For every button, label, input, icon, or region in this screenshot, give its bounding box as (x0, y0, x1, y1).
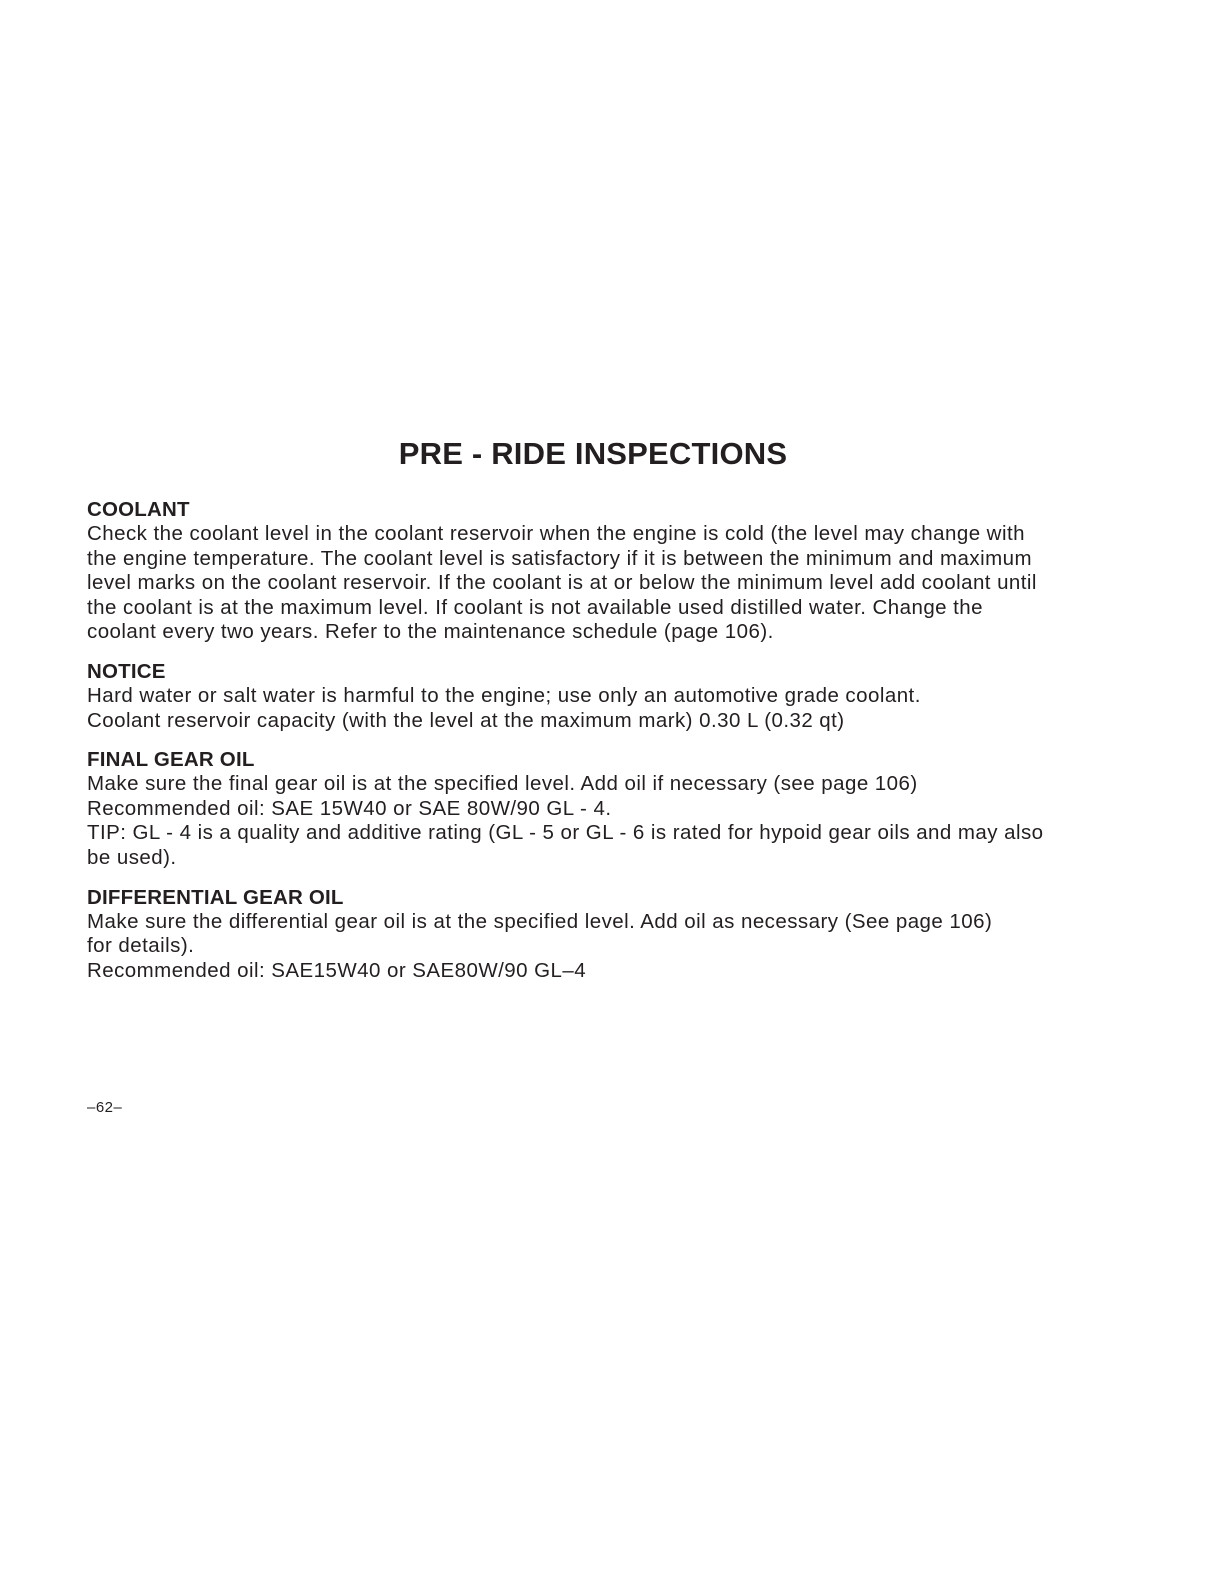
page-title: PRE - RIDE INSPECTIONS (398, 436, 788, 471)
final-gear-oil-text-line: Make sure the final gear oil is at the specified level. Add oil if necessary (see page 106) (87, 772, 918, 796)
coolant-section (87, 497, 1147, 645)
coolant-text-line: level marks on the coolant reservoir. If the coolant is at or below the minimum level add coolant until (87, 571, 1037, 595)
differential-gear-oil-heading: DIFFERENTIAL GEAR OIL (87, 885, 344, 909)
final-gear-oil-heading: FINAL GEAR OIL (87, 748, 255, 772)
differential-gear-oil-text-line: Make sure the differential gear oil is at the specified level. Add oil as necessary (See page 106) (87, 909, 993, 933)
differential-gear-oil-section (87, 885, 1147, 984)
page-number: –62– (87, 1099, 123, 1116)
final-gear-oil-text-line: TIP: GL - 4 is a quality and additive rating (GL - 5 or GL - 6 is rated for hypoid gear oils and may also (87, 821, 1044, 845)
page-content (87, 497, 1147, 997)
coolant-text-line: coolant every two years. Refer to the maintenance schedule (page 106). (87, 620, 774, 644)
notice-text-line: Coolant reservoir capacity (with the level at the maximum mark) 0.30 L (0.32 qt) (87, 708, 845, 732)
notice-section (87, 659, 1147, 733)
coolant-text-line: the engine temperature. The coolant level is satisfactory if it is between the minimum and maximum (87, 546, 1032, 570)
final-gear-oil-section (87, 747, 1147, 870)
notice-text-line: Hard water or salt water is harmful to the engine; use only an automotive grade coolant. (87, 683, 921, 707)
coolant-text-line: the coolant is at the maximum level. If coolant is not available used distilled water. Change the (87, 595, 984, 619)
differential-gear-oil-text-line: Recommended oil: SAE15W40 or SAE80W/90 GL–4 (87, 958, 587, 982)
notice-heading: NOTICE (87, 659, 166, 683)
final-gear-oil-text-line: be used). (87, 845, 177, 869)
final-gear-oil-text-line: Recommended oil: SAE 15W40 or SAE 80W/90 GL - 4. (87, 796, 612, 820)
coolant-text-line: Check the coolant level in the coolant reservoir when the engine is cold (the level may change with (87, 522, 1025, 545)
coolant-heading: COOLANT (87, 498, 190, 521)
differential-gear-oil-text-line: for details). (87, 934, 195, 958)
